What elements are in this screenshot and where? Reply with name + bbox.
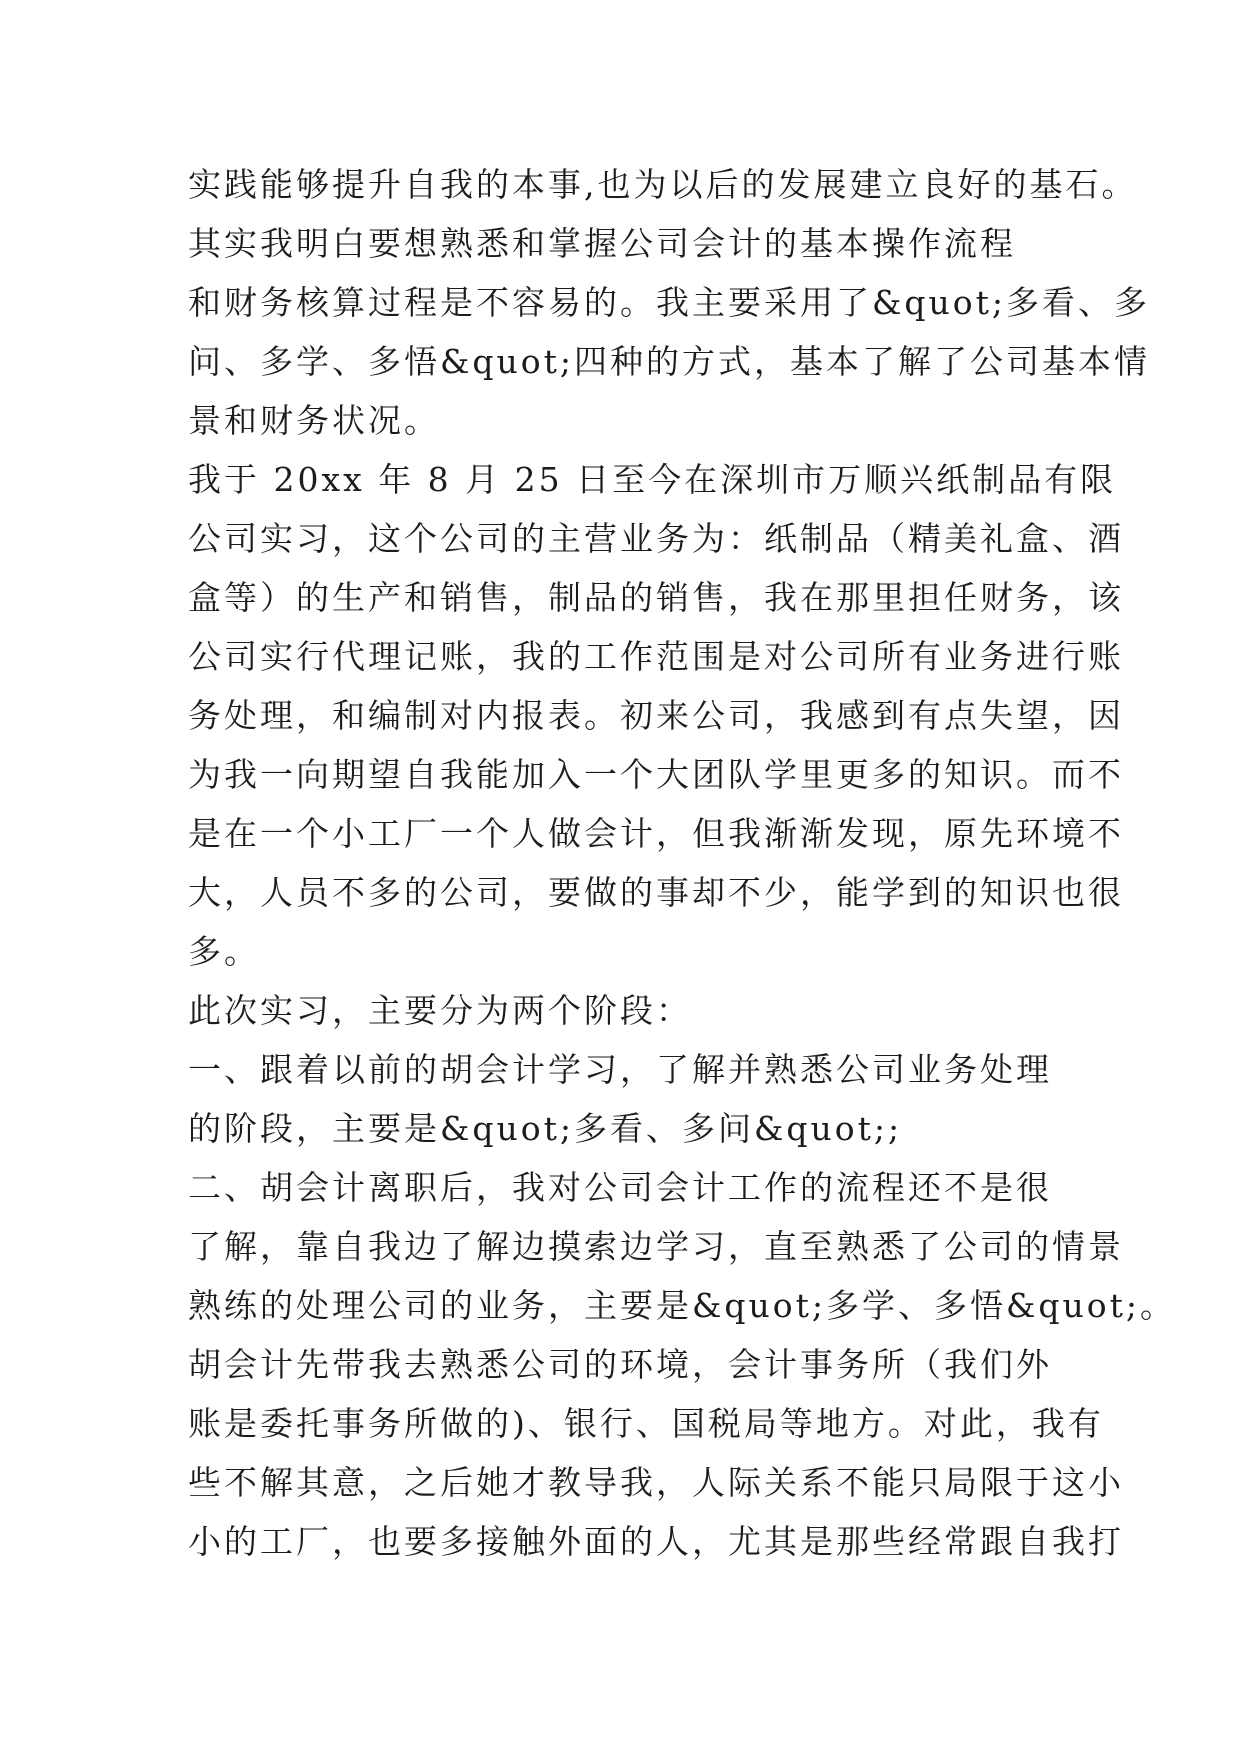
text-line-20: 熟练的处理公司的业务，主要是&quot;多学、多悟&quot;。	[188, 1286, 1176, 1325]
text-line-8: 盒等）的生产和销售，制品的销售，我在那里担任财务，该	[188, 578, 1124, 617]
text-line-15: 此次实习，主要分为两个阶段：	[188, 991, 692, 1030]
text-line-21: 胡会计先带我去熟悉公司的环境，会计事务所（我们外	[188, 1345, 1052, 1384]
document-body	[188, 155, 1176, 1571]
text-line-17: 的阶段，主要是&quot;多看、多问&quot;;	[188, 1109, 903, 1148]
text-line-24: 小的工厂，也要多接触外面的人，尤其是那些经常跟自我打	[188, 1522, 1124, 1561]
text-line-7: 公司实习，这个公司的主营业务为：纸制品（精美礼盒、酒	[188, 519, 1124, 558]
text-line-11: 为我一向期望自我能加入一个大团队学里更多的知识。而不	[188, 755, 1124, 794]
text-line-5: 景和财务状况。	[188, 401, 440, 440]
text-line-18: 二、胡会计离职后，我对公司会计工作的流程还不是很	[188, 1168, 1052, 1207]
text-line-12: 是在一个小工厂一个人做会计，但我渐渐发现，原先环境不	[188, 814, 1124, 853]
text-line-1: 实践能够提升自我的本事,也为以后的发展建立良好的基石。	[188, 165, 1138, 204]
text-line-9: 公司实行代理记账，我的工作范围是对公司所有业务进行账	[188, 637, 1124, 676]
text-line-2: 其实我明白要想熟悉和掌握公司会计的基本操作流程	[188, 224, 1016, 263]
text-line-16: 一、跟着以前的胡会计学习，了解并熟悉公司业务处理	[188, 1050, 1052, 1089]
text-line-19: 了解，靠自我边了解边摸索边学习，直至熟悉了公司的情景	[188, 1227, 1124, 1266]
text-line-6: 我于 20xx 年 8 月 25 日至今在深圳市万顺兴纸制品有限	[188, 460, 1117, 499]
text-line-13: 大，人员不多的公司，要做的事却不少，能学到的知识也很	[188, 873, 1124, 912]
text-line-3: 和财务核算过程是不容易的。我主要采用了&quot;多看、多	[188, 283, 1150, 322]
text-line-10: 务处理，和编制对内报表。初来公司，我感到有点失望，因	[188, 696, 1124, 735]
text-line-23: 些不解其意，之后她才教导我，人际关系不能只局限于这小	[188, 1463, 1124, 1502]
text-line-14: 多。	[188, 932, 260, 971]
text-line-4: 问、多学、多悟&quot;四种的方式，基本了解了公司基本情	[188, 342, 1150, 381]
text-line-22: 账是委托事务所做的)、银行、国税局等地方。对此，我有	[188, 1404, 1104, 1443]
